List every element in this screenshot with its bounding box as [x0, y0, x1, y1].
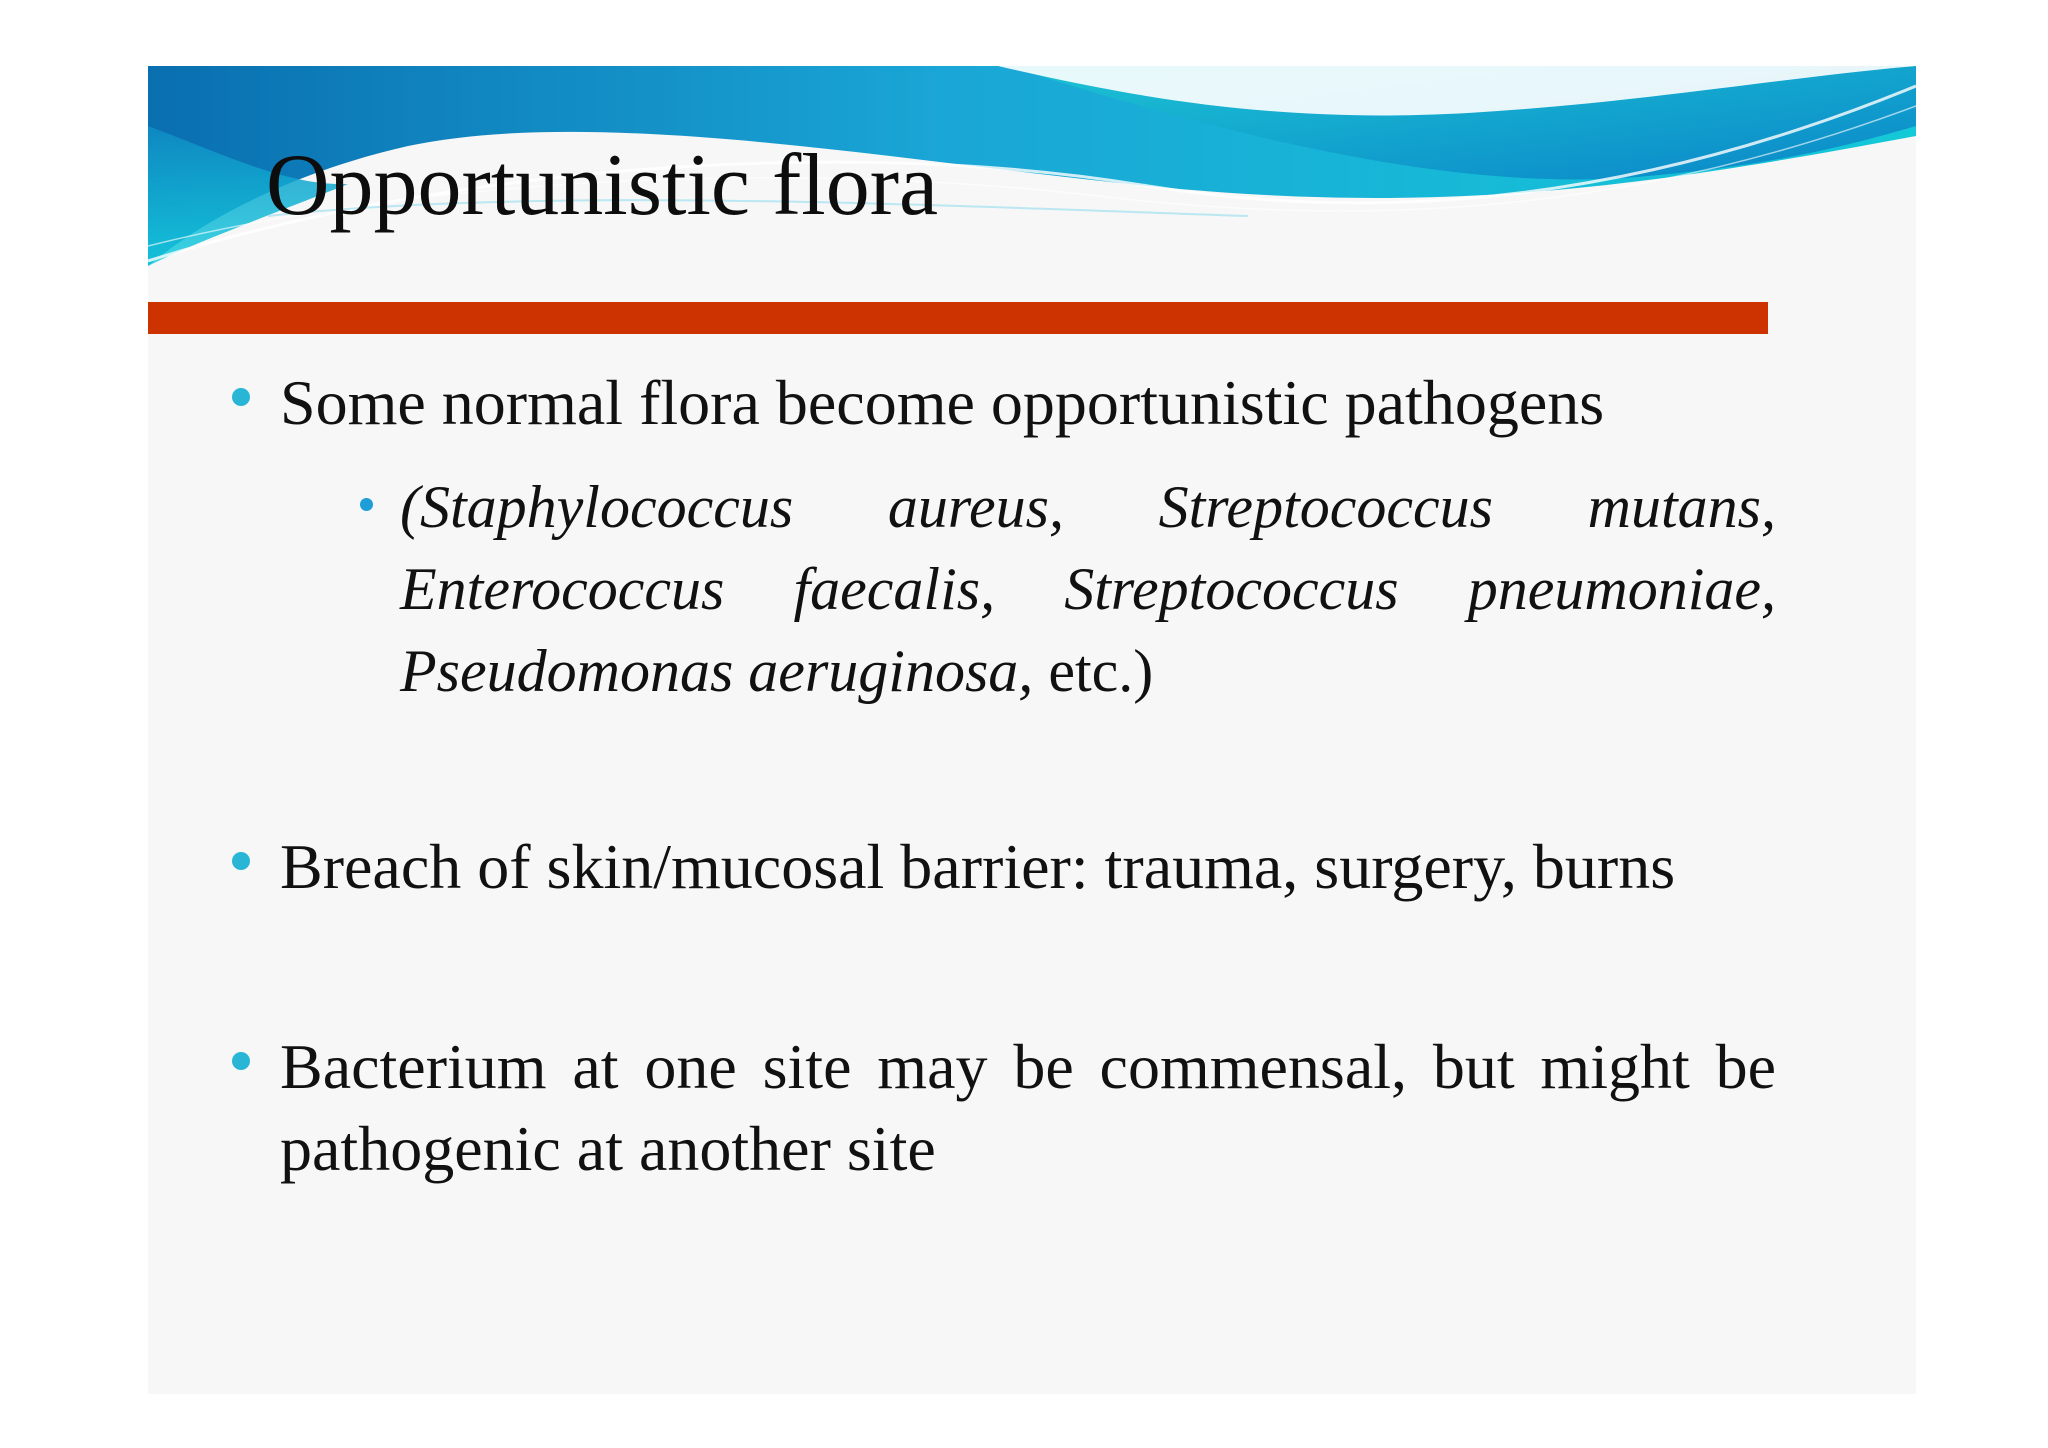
bullet-dot-icon [232, 852, 250, 870]
slide [148, 66, 1916, 1394]
species-names: (Staphylococcus aureus, Streptococcus mutans, Enterococcus faecalis, Streptococcus pneumoniae, Pseudomonas aeruginosa, [400, 474, 1776, 704]
bullet-item-barrier-breach: Breach of skin/mucosal barrier: trauma, surgery, burns [280, 831, 1676, 902]
bullet-list [148, 66, 1916, 1394]
sub-bullet-species-list [400, 466, 1776, 712]
sub-bullet-dot-icon [360, 498, 373, 511]
bullet-item-opportunistic-pathogens: Some normal flora become opportunistic pathogens [280, 367, 1605, 438]
bullet-item-site-dependence: Bacterium at one site may be commensal, but might be pathogenic at another site [280, 1031, 1776, 1184]
bullet-dot-icon [232, 388, 250, 406]
slide-title: Opportunistic flora [266, 137, 939, 234]
species-etc: etc.) [1033, 638, 1154, 704]
bullet-dot-icon [232, 1052, 250, 1070]
